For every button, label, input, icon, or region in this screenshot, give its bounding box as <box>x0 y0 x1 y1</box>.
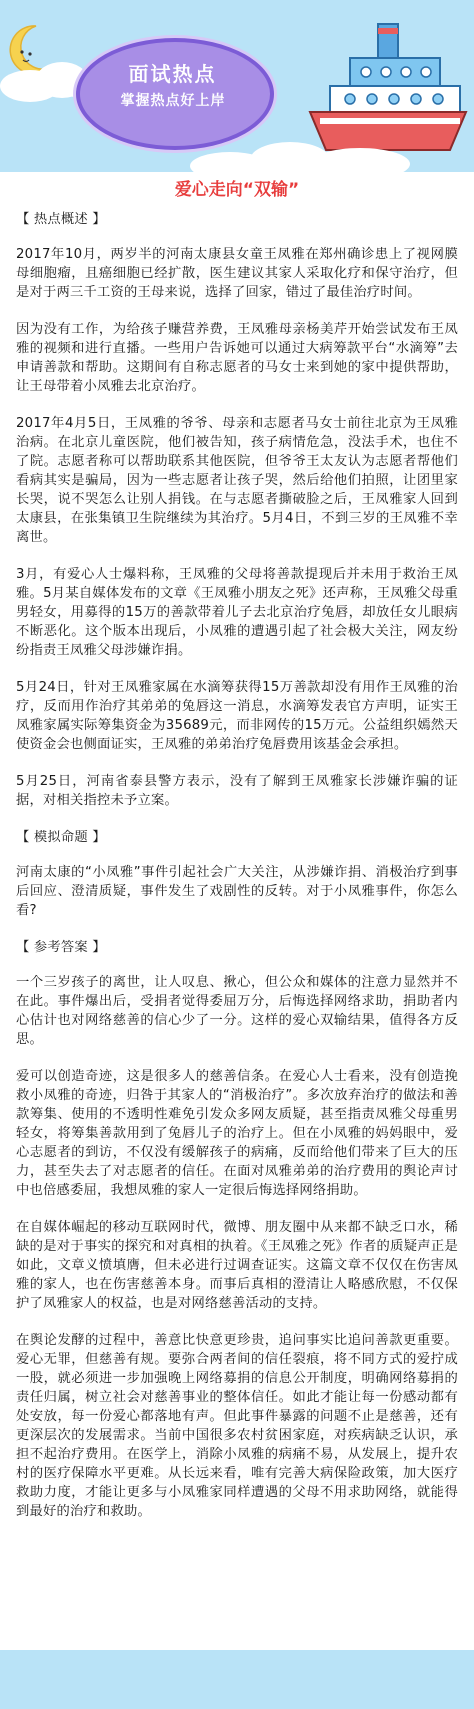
paragraph: 5月24日，针对王凤雅家属在水滴筹获得15万善款却没有用作王凤雅的治疗，反而用作治疗其弟弟的兔唇这一消息，水滴筹发表官方声明，证实王凤雅家属实际筹集资金为35689元，而非网传的15万元。公益组织嫣然天使资金会也侧面证实，王凤雅的弟弟治疗兔唇费用该基金会承担。 <box>16 680 458 752</box>
paragraph: 3月，有爱心人士爆料称，王凤雅的父母将善款提现后并未用于救治王凤雅。5月某自媒体发布的文章《王凤雅小朋友之死》还声称，王凤雅父母重男轻女，用募得的15万的善款带着儿子去北京治疗兔唇，却放任女儿眼病不断恶化。这个版本出现后，小凤雅的遭遇引起了社会极大关注，网友纷纷指责王凤雅父母涉嫌诈捐。 <box>16 567 458 658</box>
answer-paragraph: 一个三岁孩子的离世，让人叹息、揪心，但公众和媒体的注意力显然并不在此。事件爆出后，受捐者觉得委屈万分，后悔选择网络求助，捐助者内心估计也对网络慈善的信心少了一分。这样的爱心双输结果，值得各方反思。 <box>16 975 458 1047</box>
paragraph: 因为没有工作，为给孩子赚营养费，王凤雅母亲杨美芹开始尝试发布王凤雅的视频和进行直播。一些用户告诉她可以通过大病筹款平台“水滴筹”去申请善款和帮助。这期间有自称志愿者的马女士来到她的家中提供帮助，让王母带着小凤雅去北京治疗。 <box>16 322 458 394</box>
footer-band <box>0 1650 474 1709</box>
header <box>0 0 474 172</box>
section-question-heading: 【 模拟命题 】 <box>16 830 106 845</box>
answer-paragraph: 在自媒体崛起的移动互联网时代，微博、朋友圈中从来都不缺乏口水，稀缺的是对于事实的探究和对真相的执着。《王凤雅之死》作者的质疑声正是如此，文章义愤填膺，但未必进行过调查证实。这篇文章不仅仅在伤害凤雅的家人，也在伤害慈善本身。而事后真相的澄清让人略感欣慰，不仅保护了凤雅家人的权益，也是对网络慈善活动的支持。 <box>16 1220 458 1311</box>
paragraph: 2017年4月5日，王凤雅的爷爷、母亲和志愿者马女士前往北京为王凤雅治病。在北京儿童医院，他们被告知，孩子病情危急，没法手术，也住不了院。志愿者称可以帮助联系其他医院，但爷爷王太友认为志愿者帮他们看病其实是骗局，因为一些志愿者让孩子哭，然后给他们拍照，让团里家长哭，说不哭怎么让别人捐钱。在与志愿者撕破脸之后，王凤雅家人回到太康县，在张集镇卫生院继续为其治疗。5月4日，不到三岁的王凤雅不幸离世。 <box>16 416 458 545</box>
paragraph: 5月25日，河南省泰县警方表示，没有了解到王凤雅家长涉嫌诈骗的证据，对相关指控未予立案。 <box>16 774 458 808</box>
article-body <box>16 210 458 1539</box>
banner-title: 面试热点 <box>128 62 217 86</box>
paragraph: 2017年10月，两岁半的河南太康县女童王凤雅在郑州确诊患上了视网膜母细胞瘤，且癌细胞已经扩散，医生建议其家人采取化疗和保守治疗，但是对于两三千工资的王母来说，选择了回家，错过了最佳治疗时间。 <box>16 247 458 300</box>
article-title: 爱心走向“双输” <box>174 180 300 200</box>
section-overview-heading: 【 热点概述 】 <box>16 212 106 227</box>
question-paragraph: 河南太康的“小凤雅”事件引起社会广大关注，从涉嫌诈捐、消极治疗到事后回应、澄清质疑，事件发生了戏剧性的反转。对于小凤雅事件，你怎么看? <box>16 865 458 918</box>
banner-subtitle: 掌握热点好上岸 <box>120 93 226 109</box>
answer-paragraph: 在舆论发酵的过程中，善意比快意更珍贵，追问事实比追问善款更重要。爱心无罪，但慈善有规。要弥合两者间的信任裂痕，将不同方式的爱拧成一股，就必须进一步加强晚上网络募捐的信息公开制度，明确网络募捐的责任归属，树立社会对慈善事业的整体信任。如此才能让每一份感动都有处安放，每一份爱心都落地有声。但此事件暴露的问题不止是慈善，还有更深层次的发展需求。当前中国很多农村贫困家庭，对疾病缺乏认识，承担不起治疗费用。在医学上，消除小凤雅的病痛不易，从发展上，提升农村的医疗保障水平更难。从长远来看，唯有完善大病保险政策，加大医疗救助力度，才能让更多与小凤雅家同样遭遇的父母不用求助网络，就能得到最好的治疗和救助。 <box>16 1333 458 1519</box>
section-answer-heading: 【 参考答案 】 <box>16 940 106 955</box>
cloud-icon <box>190 140 420 172</box>
answer-paragraph: 爱可以创造奇迹，这是很多人的慈善信条。在爱心人士看来，没有创造挽救小凤雅的奇迹，归咎于其家人的“消极治疗”。多次放弃治疗的做法和善款筹集、使用的不透明性难免引发众多网友质疑，甚至指责凤雅父母重男轻女，将筹集善款用到了兔唇儿子的治疗上。但在小凤雅的妈妈眼中，爱心志愿者的到访，不仅没有缓解孩子的病痛，反而给他们带来了巨大的压力，甚至失去了对志愿者的信任。在面对凤雅弟弟的治疗费用的舆论声讨中也倍感委屈，我想凤雅的家人一定很后悔选择网络捐助。 <box>16 1069 458 1198</box>
